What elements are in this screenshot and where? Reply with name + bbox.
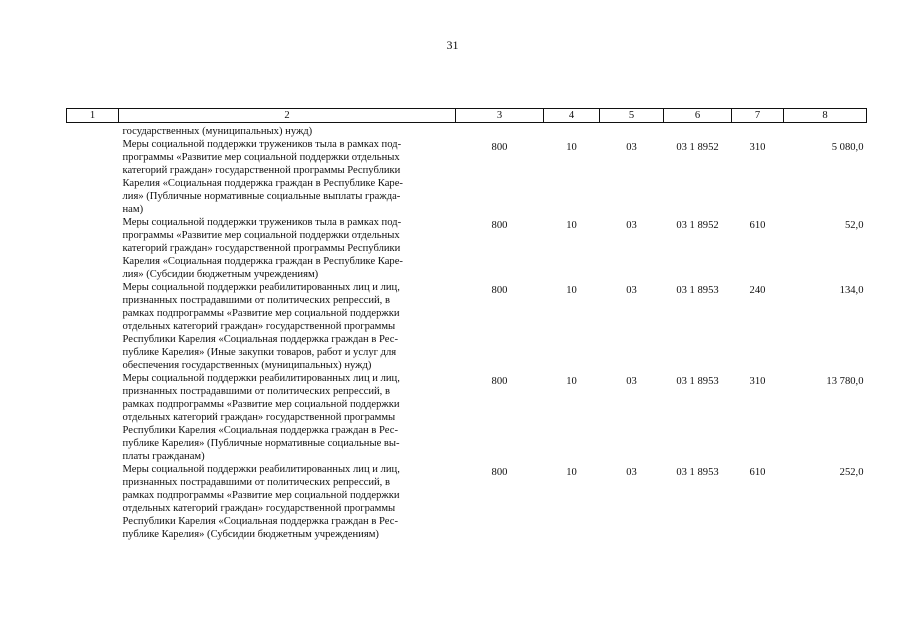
cell-col1: [67, 463, 119, 541]
cell-col1: [67, 281, 119, 372]
description-line: обеспечения государственных (муниципальных) нужд): [122, 360, 372, 371]
continuation-text: государственных (муниципальных) нужд): [122, 126, 313, 137]
table-row: [67, 372, 867, 463]
cell-code-3: 800: [491, 376, 508, 387]
cell-amount: 5 080,0: [831, 142, 864, 153]
description-line: Карелия «Социальная поддержка граждан в Республике Каре-: [122, 178, 403, 189]
cell-section: 10: [566, 376, 577, 387]
cell-col1: [67, 372, 119, 463]
description-line: лия» (Публичные нормативные социальные выплаты гражда-: [122, 191, 401, 202]
cell-expense-type: 240: [749, 285, 766, 296]
column-header: 5: [600, 109, 664, 123]
table-header-row: [67, 109, 867, 123]
cell-section: 10: [566, 142, 577, 153]
cell-col1: [67, 216, 119, 281]
cell-subsection: 03: [626, 376, 637, 387]
description-line: публике Карелия» (Субсидии бюджетным учреждениям): [122, 529, 379, 540]
description-line: отдельных категорий граждан» государственной программы: [122, 503, 396, 514]
cell-section: 10: [566, 220, 577, 231]
cell-expense-type: 310: [749, 376, 766, 387]
cell-section: 10: [566, 467, 577, 478]
table-row: [67, 138, 867, 216]
cell-code-3: 800: [491, 220, 508, 231]
description-line: программы «Развитие мер социальной поддержки отдельных: [122, 230, 400, 241]
cell-target-article: 03 1 8953: [676, 376, 719, 387]
table-row: [67, 463, 867, 541]
description-line: Республики Карелия «Социальная поддержка граждан в Рес-: [122, 334, 398, 345]
table-row: [67, 281, 867, 372]
description-line: лия» (Субсидии бюджетным учреждениям): [122, 269, 319, 280]
column-header: 2: [119, 109, 456, 123]
cell-amount: 134,0: [839, 285, 864, 296]
cell-description: [119, 463, 456, 541]
cell-expense-type: 610: [749, 220, 766, 231]
description-line: Республики Карелия «Социальная поддержка граждан в Рес-: [122, 516, 398, 527]
cell-description: [119, 372, 456, 463]
continuation-row: [67, 123, 867, 139]
cell-target-article: 03 1 8952: [676, 220, 719, 231]
description-line: рамках подпрограммы «Развитие мер социальной поддержки: [122, 399, 400, 410]
description-line: отдельных категорий граждан» государственной программы: [122, 321, 396, 332]
description-line: Меры социальной поддержки тружеников тыла в рамках под-: [122, 217, 402, 228]
cell-section: 10: [566, 285, 577, 296]
description-line: признанных пострадавшими от политических репрессий, в: [122, 386, 390, 397]
cell-subsection: 03: [626, 220, 637, 231]
cell-target-article: 03 1 8952: [676, 142, 719, 153]
column-header: 7: [732, 109, 784, 123]
description-line: Меры социальной поддержки тружеников тыла в рамках под-: [122, 139, 402, 150]
column-header: 4: [544, 109, 600, 123]
cell-target-article: 03 1 8953: [676, 285, 719, 296]
cell-code-3: 800: [491, 285, 508, 296]
description-line: рамках подпрограммы «Развитие мер социальной поддержки: [122, 308, 400, 319]
description-line: публике Карелия» (Иные закупки товаров, работ и услуг для: [122, 347, 397, 358]
cell-subsection: 03: [626, 467, 637, 478]
cell-description: [119, 281, 456, 372]
description-line: признанных пострадавшими от политических репрессий, в: [122, 295, 390, 306]
description-line: признанных пострадавшими от политических репрессий, в: [122, 477, 390, 488]
budget-table: [66, 108, 867, 541]
cell-description: [119, 138, 456, 216]
cell-description: [119, 216, 456, 281]
description-line: нам): [122, 204, 144, 215]
cell-target-article: 03 1 8953: [676, 467, 719, 478]
cell-expense-type: 310: [749, 142, 766, 153]
description-line: рамках подпрограммы «Развитие мер социальной поддержки: [122, 490, 400, 501]
description-line: категорий граждан» государственной программы Республики: [122, 243, 401, 254]
cell-amount: 13 780,0: [826, 376, 864, 387]
description-line: Меры социальной поддержки реабилитированных лиц и лиц,: [122, 282, 400, 293]
description-line: платы гражданам): [122, 451, 205, 462]
description-line: Меры социальной поддержки реабилитированных лиц и лиц,: [122, 464, 400, 475]
column-header: 8: [784, 109, 867, 123]
cell-col1: [67, 138, 119, 216]
table-row: [67, 216, 867, 281]
column-header: 6: [664, 109, 732, 123]
cell-subsection: 03: [626, 285, 637, 296]
cell-subsection: 03: [626, 142, 637, 153]
page-number: 31: [446, 38, 459, 52]
description-line: программы «Развитие мер социальной поддержки отдельных: [122, 152, 400, 163]
cell-code-3: 800: [491, 467, 508, 478]
column-header: 3: [456, 109, 544, 123]
description-line: Республики Карелия «Социальная поддержка граждан в Рес-: [122, 425, 398, 436]
description-line: Карелия «Социальная поддержка граждан в Республике Каре-: [122, 256, 403, 267]
cell-code-3: 800: [491, 142, 508, 153]
description-line: Меры социальной поддержки реабилитированных лиц и лиц,: [122, 373, 400, 384]
description-line: публике Карелия» (Публичные нормативные социальные вы-: [122, 438, 400, 449]
cell-amount: 52,0: [844, 220, 864, 231]
cell-expense-type: 610: [749, 467, 766, 478]
column-header: 1: [67, 109, 119, 123]
cell-amount: 252,0: [839, 467, 864, 478]
description-line: отдельных категорий граждан» государственной программы: [122, 412, 396, 423]
description-line: категорий граждан» государственной программы Республики: [122, 165, 401, 176]
